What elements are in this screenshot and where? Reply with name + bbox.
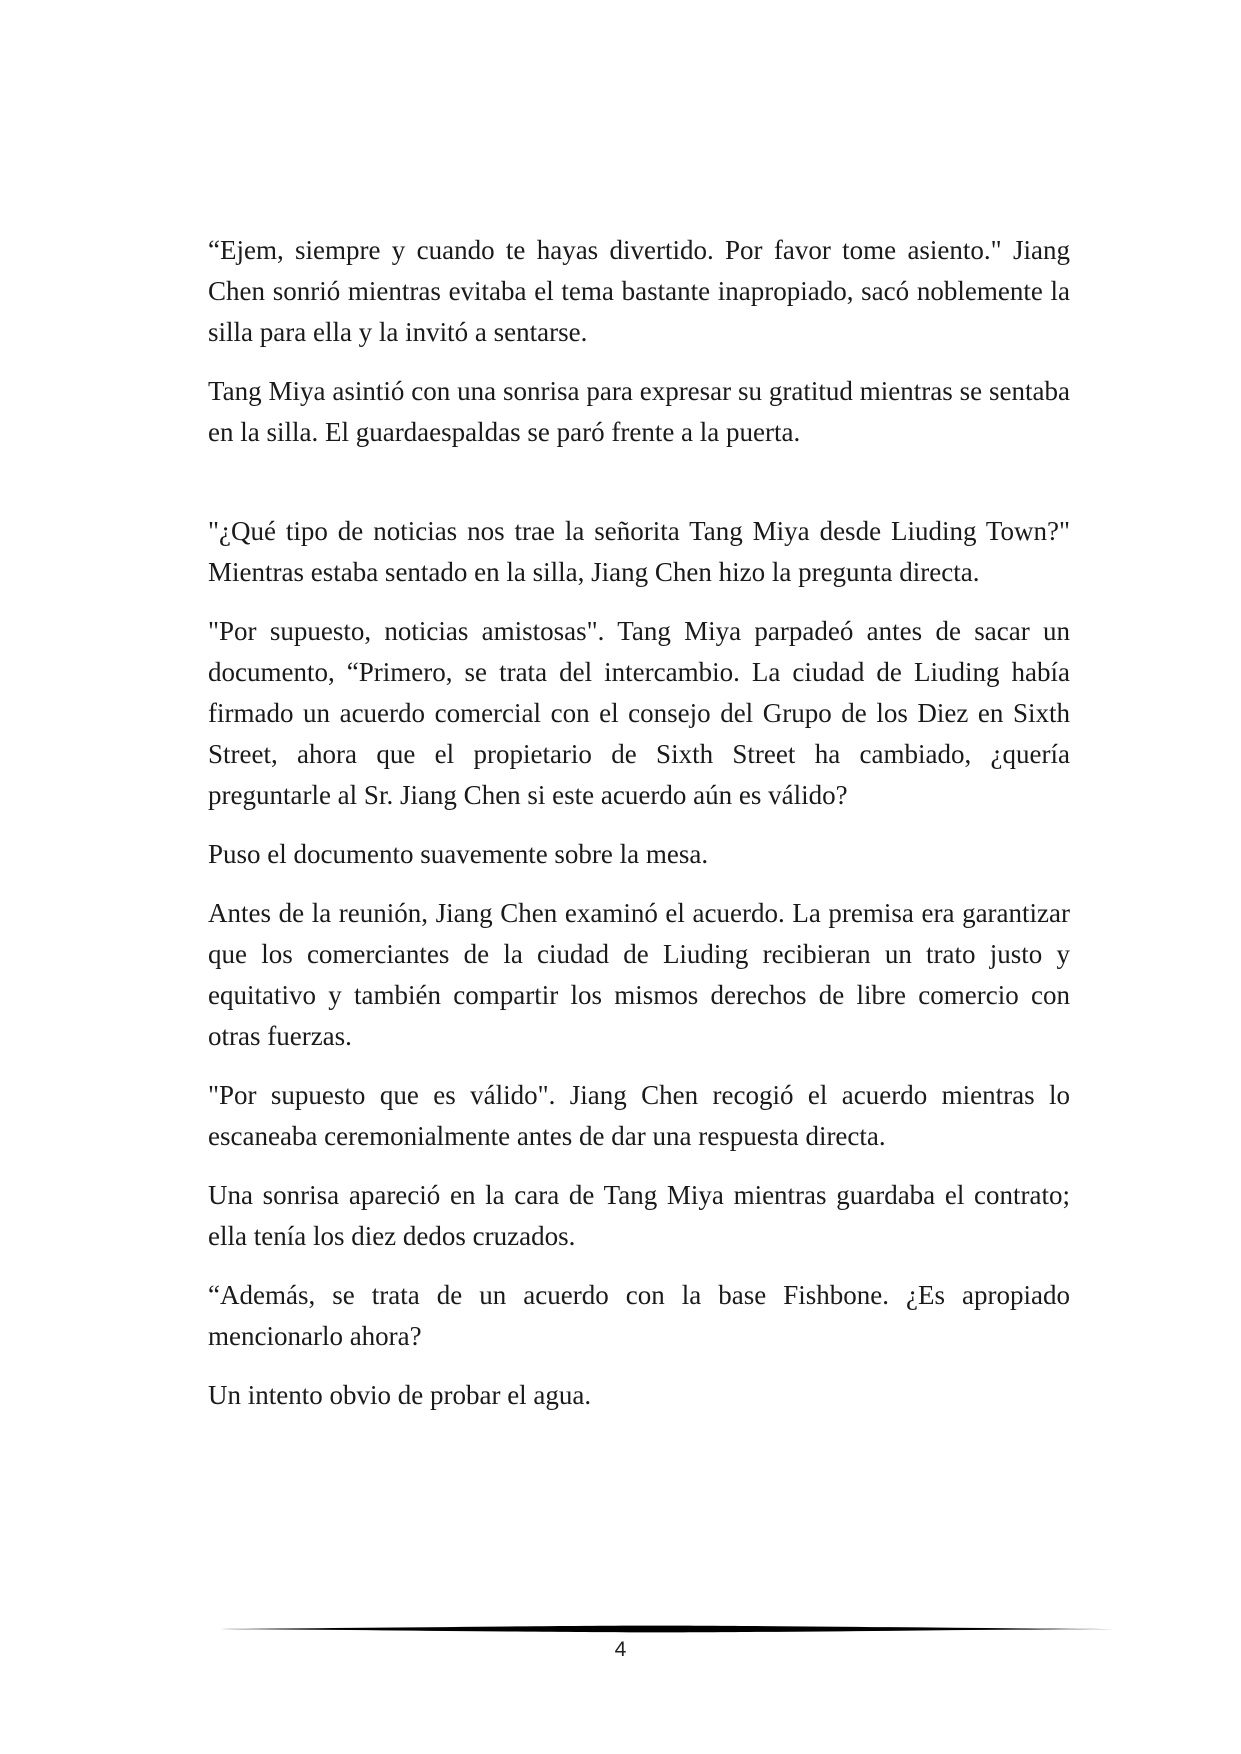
footer-divider [208,1622,1114,1636]
paragraph-4: "Por supuesto, noticias amistosas". Tang Miya parpadeó antes de sacar un documento, “Primero, se trata del intercambio. La ciudad de Liuding había firmado un acuerdo comercial con el consejo del Grupo de los Diez en Sixth Street, ahora que el propietario de Sixth Street ha cambiado, ¿quería preguntarle al Sr. Jiang Chen si este acuerdo aún es válido? [208,616,1070,810]
paragraph-1: “Ejem, siempre y cuando te hayas divertido. Por favor tome asiento." Jiang Chen sonrió mientras evitaba el tema bastante inapropiado, sacó noblemente la silla para ella y la invitó a sentarse. [208,235,1070,347]
paragraph-10: Un intento obvio de probar el agua. [208,1380,592,1410]
paragraph-9: “Además, se trata de un acuerdo con la base Fishbone. ¿Es apropiado mencionarlo ahora? [208,1280,1070,1351]
paragraph-6: Antes de la reunión, Jiang Chen examinó el acuerdo. La premisa era garantizar que los comerciantes de la ciudad de Liuding recibieran un trato justo y equitativo y también compartir los mismos derechos de libre comercio con otras fuerzas. [208,898,1070,1051]
paragraph-3: "¿Qué tipo de noticias nos trae la señorita Tang Miya desde Liuding Town?" Mientras estaba sentado en la silla, Jiang Chen hizo la pregunta directa. [208,516,1070,587]
paragraph-5: Puso el documento suavemente sobre la mesa. [208,839,709,869]
paragraph-7: "Por supuesto que es válido". Jiang Chen recogió el acuerdo mientras lo escaneaba ceremonialmente antes de dar una respuesta directa. [208,1080,1070,1151]
body-text [208,230,1070,1434]
page-number: 4 [614,1638,627,1661]
footer-divider-swash [208,1626,1114,1633]
paragraph-2: Tang Miya asintió con una sonrisa para expresar su gratitud mientras se sentaba en la silla. El guardaespaldas se paró frente a la puerta. [208,376,1070,447]
paragraph-8: Una sonrisa apareció en la cara de Tang Miya mientras guardaba el contrato; ella tenía los diez dedos cruzados. [208,1180,1070,1251]
